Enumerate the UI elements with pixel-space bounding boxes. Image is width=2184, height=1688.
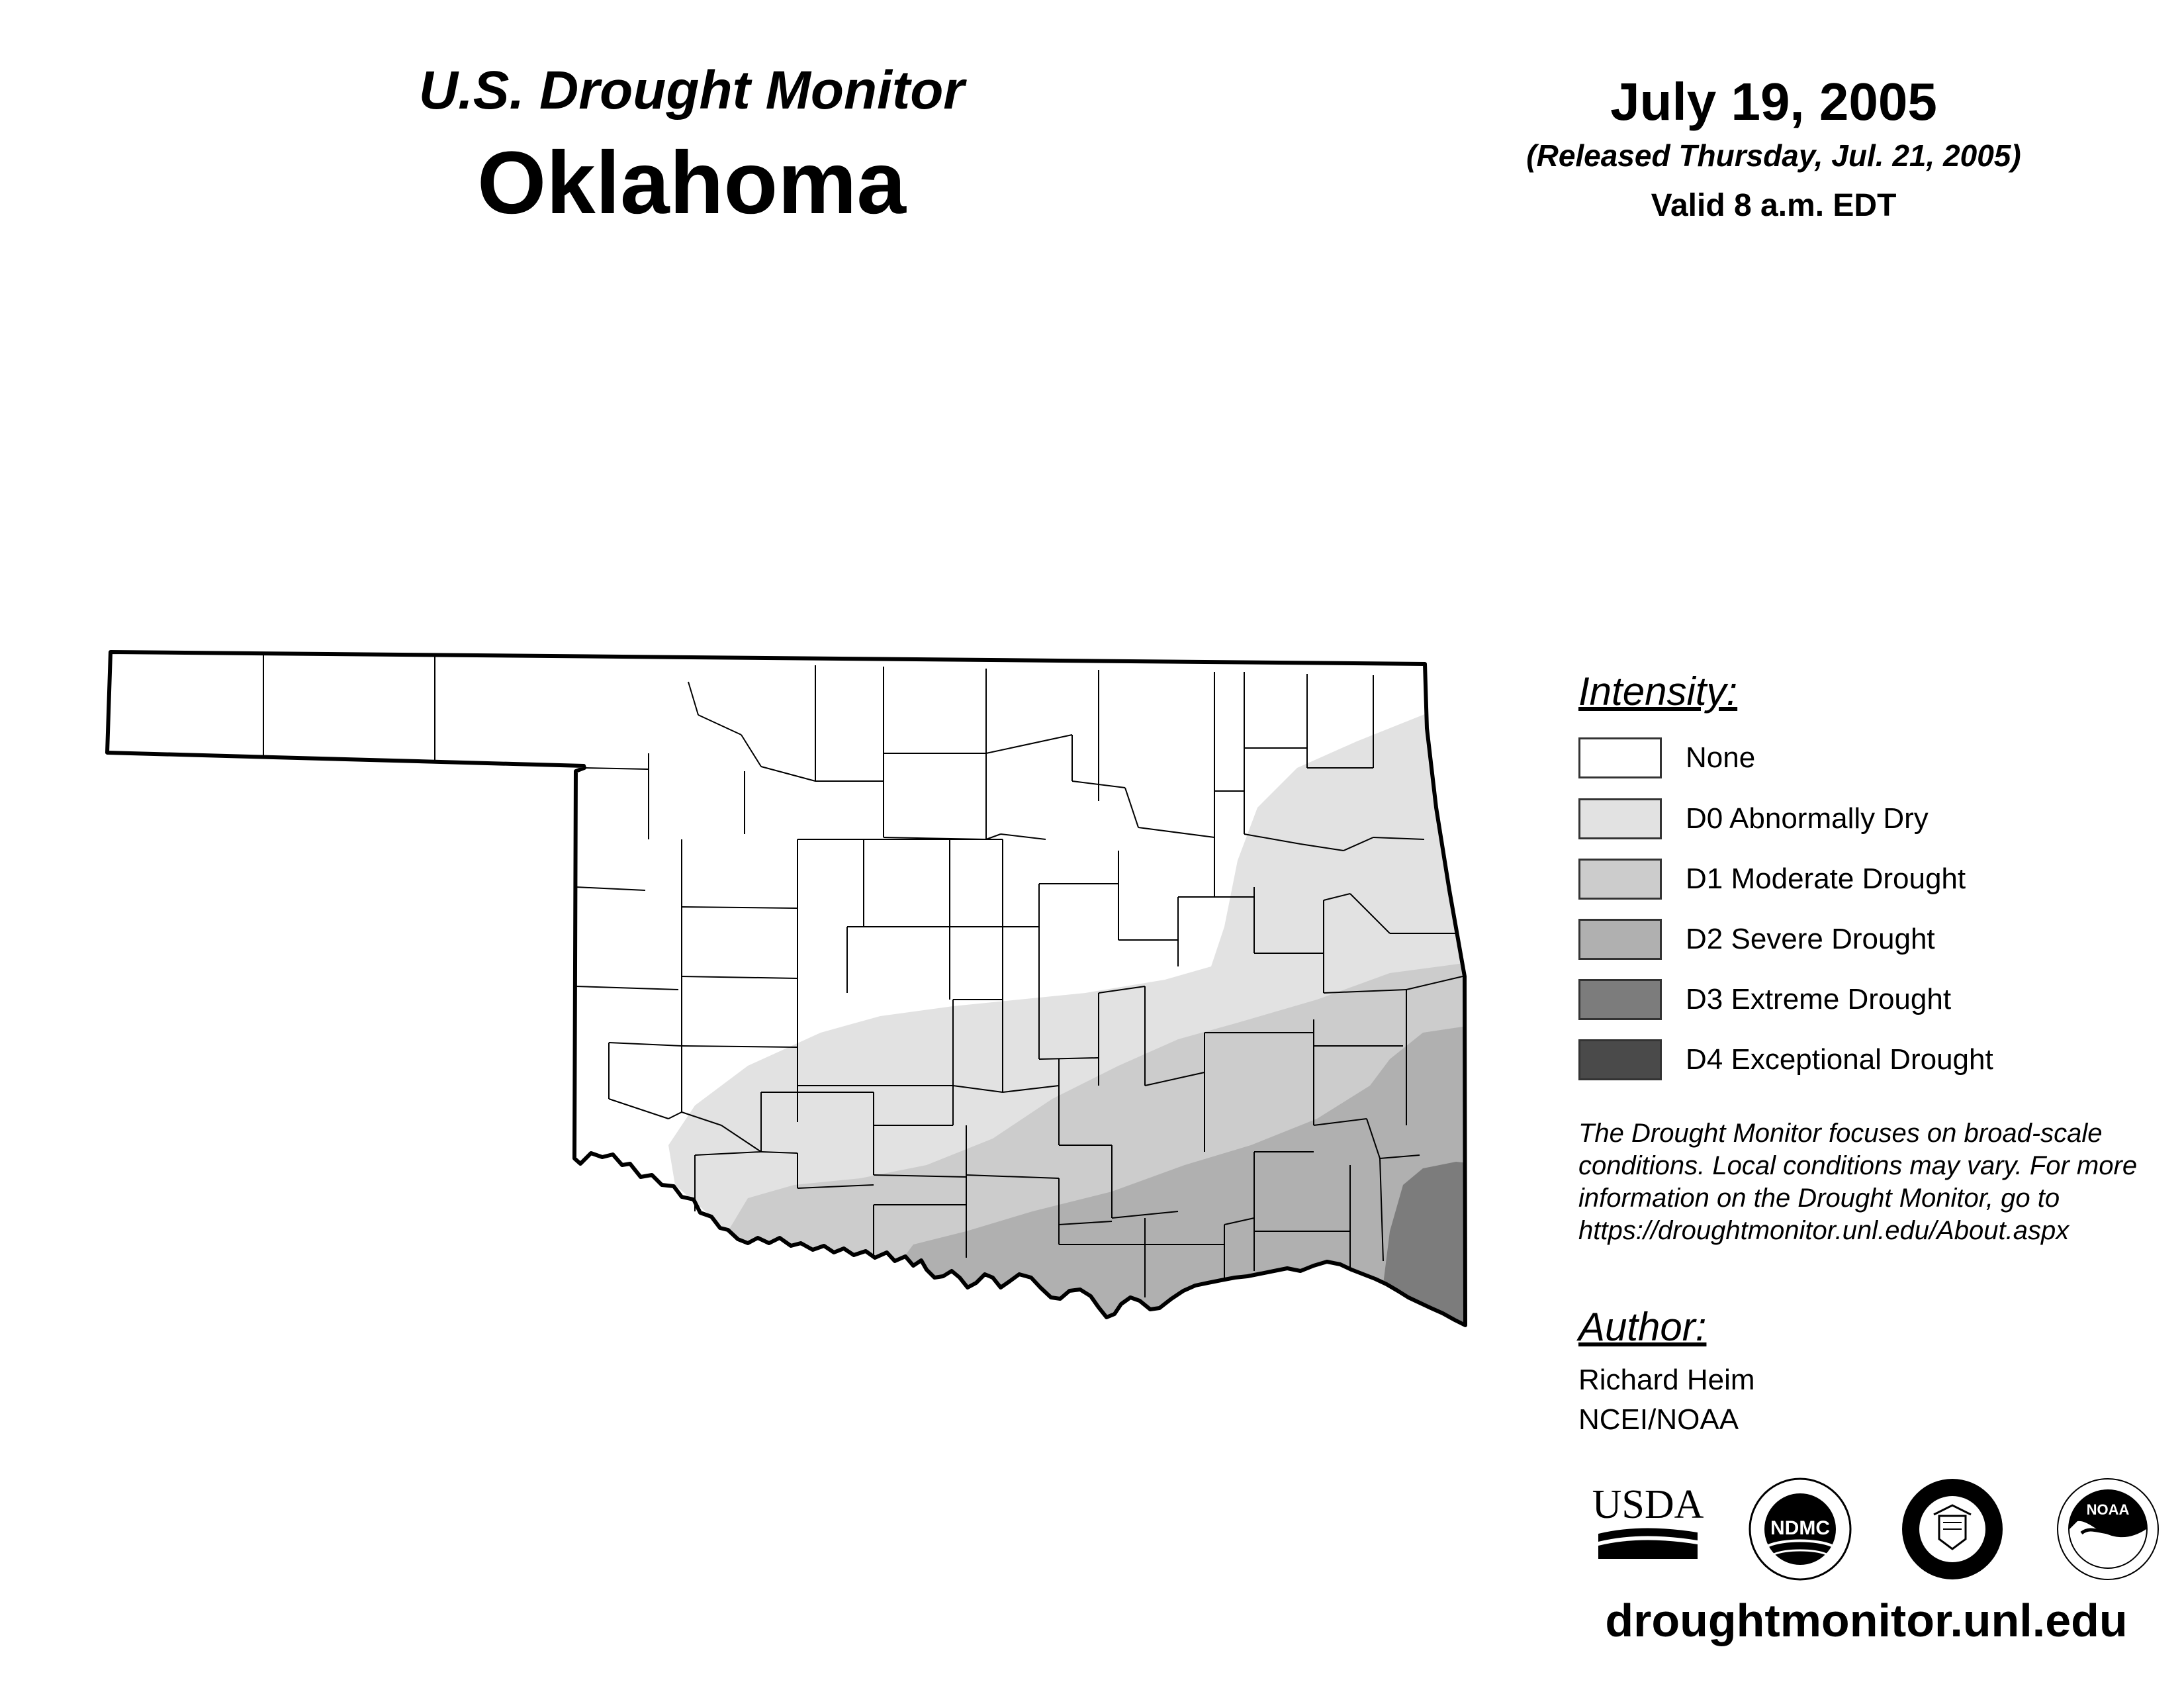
- disclaimer-note: [1578, 1117, 2167, 1247]
- legend-item-none: [1578, 737, 1755, 779]
- valid-time: Valid 8 a.m. EDT: [1651, 188, 1897, 223]
- noaa-logo: [2055, 1476, 2161, 1582]
- release-date: (Released Thursday, Jul. 21, 2005): [1526, 138, 2021, 173]
- author-org: NCEI/NOAA: [1578, 1403, 1739, 1436]
- note-line: conditions. Local conditions may vary. For more: [1578, 1151, 2138, 1180]
- legend-swatch: [1578, 979, 1662, 1020]
- author-name: Richard Heim: [1578, 1364, 1755, 1396]
- ndmc-wordmark: NDMC: [1770, 1517, 1830, 1539]
- usda-logo: [1592, 1486, 1704, 1566]
- map-title: U.S. Drought Monitor: [418, 60, 965, 120]
- legend-label: D4 Exceptional Drought: [1686, 1043, 1993, 1076]
- legend-item-d4: [1578, 1039, 1993, 1081]
- legend-label: D0 Abnormally Dry: [1686, 802, 1929, 835]
- state-name: Oklahoma: [477, 134, 906, 232]
- legend-item-d1: [1578, 858, 1966, 900]
- ndmc-logo: [1747, 1476, 1853, 1582]
- legend-swatch: [1578, 737, 1662, 778]
- legend-swatch: [1578, 919, 1662, 960]
- legend-item-d2: [1578, 918, 1935, 961]
- legend-swatch: [1578, 798, 1662, 839]
- about-link[interactable]: https://droughtmonitor.unl.edu/About.aspx: [1578, 1216, 2070, 1245]
- legend-heading: Intensity:: [1578, 669, 1738, 714]
- usda-wordmark: USDA: [1592, 1486, 1704, 1527]
- legend-swatch: [1578, 1039, 1662, 1080]
- commerce-seal: [1899, 1476, 2005, 1582]
- map-date: July 19, 2005: [1610, 72, 1937, 131]
- legend-label: D1 Moderate Drought: [1686, 863, 1966, 895]
- legend-label: None: [1686, 741, 1756, 774]
- author-heading: Author:: [1578, 1305, 1707, 1349]
- legend-swatch: [1578, 859, 1662, 900]
- website-link[interactable]: droughtmonitor.unl.edu: [1605, 1595, 2128, 1646]
- legend-label: D2 Severe Drought: [1686, 923, 1935, 955]
- note-line: information on the Drought Monitor, go to: [1578, 1184, 2060, 1213]
- noaa-wordmark: NOAA: [2086, 1501, 2130, 1518]
- legend-item-d0: [1578, 798, 1929, 840]
- note-line: The Drought Monitor focuses on broad-scale: [1578, 1119, 2103, 1148]
- legend-item-d3: [1578, 978, 1951, 1021]
- legend-label: D3 Extreme Drought: [1686, 983, 1952, 1015]
